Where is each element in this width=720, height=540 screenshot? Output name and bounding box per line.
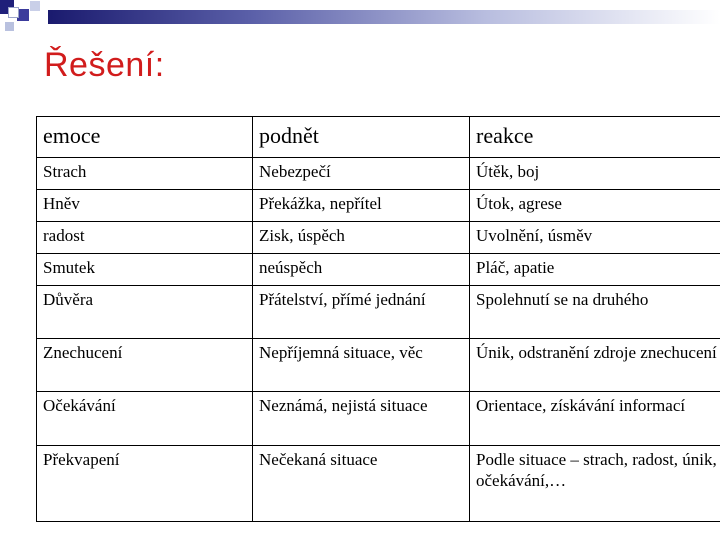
slide-title: Řešení:: [44, 46, 165, 84]
reaction-cell: Útok, agrese: [470, 190, 720, 222]
table-row: [37, 286, 720, 339]
reaction-cell: Uvolnění, úsměv: [470, 222, 720, 254]
stimulus-cell: Nečekaná situace: [253, 446, 470, 522]
emotions-table: [36, 116, 720, 522]
reaction-cell: Únik, odstranění zdroje znechucení: [470, 339, 720, 392]
table-row: [37, 222, 720, 254]
table-row: [37, 190, 720, 222]
emotion-cell: Smutek: [37, 254, 253, 286]
emotion-cell: Očekávání: [37, 392, 253, 446]
emotion-cell: Důvěra: [37, 286, 253, 339]
table-row: [37, 254, 720, 286]
stimulus-cell: Nepříjemná situace, věc: [253, 339, 470, 392]
stimulus-cell: Překážka, nepřítel: [253, 190, 470, 222]
decor-square: [8, 7, 19, 18]
table-row: [37, 392, 720, 446]
reaction-cell: Spolehnutí se na druhého: [470, 286, 720, 339]
stimulus-cell: Zisk, úspěch: [253, 222, 470, 254]
reaction-cell: Pláč, apatie: [470, 254, 720, 286]
stimulus-cell: Nebezpečí: [253, 158, 470, 190]
reaction-cell: Orientace, získávání informací: [470, 392, 720, 446]
decor-square: [30, 1, 40, 11]
emotion-cell: Strach: [37, 158, 253, 190]
emotion-cell: radost: [37, 222, 253, 254]
decor-square: [5, 22, 14, 31]
stimulus-cell: Neznámá, nejistá situace: [253, 392, 470, 446]
table-header-row: [37, 117, 720, 158]
stimulus-cell: Přátelství, přímé jednání: [253, 286, 470, 339]
reaction-cell: Podle situace – strach, radost, únik, očekávání,…: [470, 446, 720, 522]
table-row: [37, 158, 720, 190]
header-gradient-bar: [48, 10, 720, 24]
reaction-cell: Útěk, boj: [470, 158, 720, 190]
emotion-cell: Hněv: [37, 190, 253, 222]
header-cell-emoce: emoce: [37, 117, 253, 158]
emotion-cell: Znechucení: [37, 339, 253, 392]
table-row: [37, 446, 720, 522]
stimulus-cell: neúspěch: [253, 254, 470, 286]
table-row: [37, 339, 720, 392]
header-cell-reakce: reakce: [470, 117, 720, 158]
emotion-cell: Překvapení: [37, 446, 253, 522]
header-cell-podnet: podnět: [253, 117, 470, 158]
corner-decoration: [0, 0, 50, 36]
